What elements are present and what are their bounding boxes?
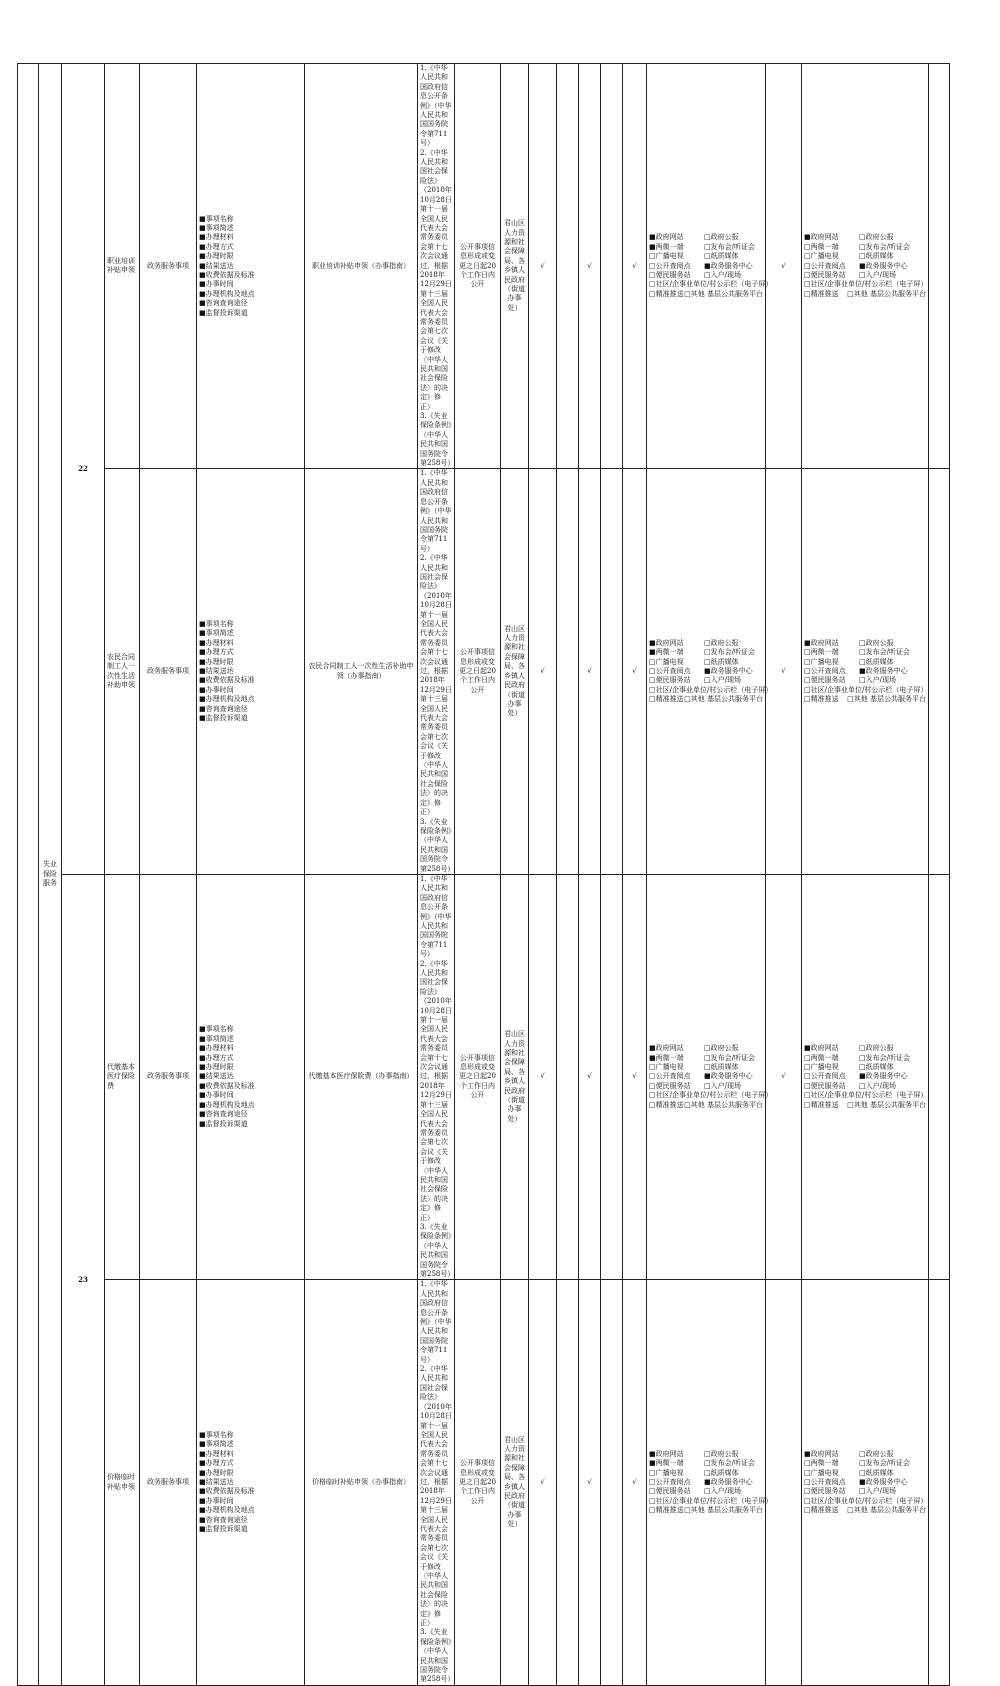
channels-cell-township: [802, 874, 929, 1279]
channel-line: ■两微一端 □发布会/听证会: [649, 242, 755, 251]
channel-line: □精准推送 □其他 基层公共服务平台: [804, 289, 926, 298]
time-limit: 公开事项信息形成或变更之日起20个工作日内公开: [455, 1280, 501, 1685]
element-item: ■事项简述: [199, 1034, 234, 1043]
element-item: ■监督投诉渠道: [199, 1119, 248, 1128]
subject-cell: 君山区人力资源和社会保障局、各乡镇人民政府（街道办事处）: [501, 1280, 529, 1685]
item-name: 代缴基本医疗保险费: [105, 874, 140, 1279]
channel-line: □便民服务站 □入户/现场: [804, 676, 896, 685]
element-item: ■办理机构及地点: [199, 1100, 255, 1109]
element-item: ■办理方式: [199, 1459, 234, 1468]
channel-line: □精准推送 □其他 基层公共服务平台: [649, 1100, 763, 1109]
remark-cell: [929, 64, 950, 469]
element-list: [197, 64, 305, 469]
guide-cell: 农民合同制工人一次性生活补助申领（办事指南）: [305, 469, 418, 874]
channel-line: □公开查阅点 ■政务服务中心: [649, 1072, 753, 1081]
element-list: [197, 874, 305, 1279]
channel-line: ■政府网站 □政府公报: [649, 1044, 739, 1053]
channel-line: □社区/企事业单位/村公示栏（电子屏）: [649, 685, 773, 694]
channel-line: □公开查阅点 ■政务服务中心: [804, 1477, 908, 1486]
element-item: ■事项名称: [199, 214, 234, 223]
channel-line: □社区/企事业单位/村公示栏（电子屏）: [804, 1091, 928, 1100]
channel-line: □便民服务站 □入户/现场: [649, 270, 741, 279]
check-specific: [557, 469, 579, 874]
item-name: 职业培训补贴申领: [105, 64, 140, 469]
channel-line: □社区/企事业单位/村公示栏（电子屏）: [649, 1091, 773, 1100]
guide-cell: 代缴基本医疗保险费（办事指南）: [305, 874, 418, 1279]
time-limit: 公开事项信息形成或变更之日起20个工作日内公开: [455, 469, 501, 874]
element-item: ■办理材料: [199, 1449, 234, 1458]
check-all-society: √: [529, 874, 557, 1279]
channel-line: □精准推送 □其他 基层公共服务平台: [804, 1100, 926, 1109]
element-item: ■事项简述: [199, 223, 234, 232]
element-item: ■事项名称: [199, 1025, 234, 1034]
channel-line: □便民服务站 □入户/现场: [804, 270, 896, 279]
element-item: ■咨询查询途径: [199, 1515, 248, 1524]
check-all-society: √: [529, 1280, 557, 1685]
element-item: ■办理方式: [199, 1053, 234, 1062]
check-request: [601, 874, 623, 1279]
element-item: ■办理机构及地点: [199, 289, 255, 298]
element-item: ■事项名称: [199, 619, 234, 628]
channel-line: □社区/企事业单位/村公示栏（电子屏）: [804, 685, 928, 694]
channel-line: ■两微一端 □发布会/听证会: [649, 648, 755, 657]
channels-cell: [647, 874, 773, 1279]
channel-line: ■政府网站 □政府公报: [649, 233, 739, 242]
channels-cell: [647, 469, 773, 874]
channel-line: □两微一端 □发布会/听证会: [804, 1053, 910, 1062]
channel-line: □精准推送 □其他 基层公共服务平台: [649, 289, 763, 298]
check-active: √: [579, 874, 601, 1279]
channel-line: □广播电视 □纸质媒体: [804, 1468, 894, 1477]
channel-line: □公开查阅点 ■政务服务中心: [649, 1477, 753, 1486]
channel-line: □广播电视 □纸质媒体: [649, 1468, 739, 1477]
element-item: ■收费依据及标准: [199, 270, 255, 279]
element-item: ■办理时限: [199, 1468, 234, 1477]
channel-line: □广播电视 □纸质媒体: [804, 252, 894, 261]
element-item: ■收费依据及标准: [199, 676, 255, 685]
time-limit: 公开事项信息形成或变更之日起20个工作日内公开: [455, 64, 501, 469]
channel-line: □社区/企事业单位/村公示栏（电子屏）: [649, 280, 773, 289]
channels-cell: [647, 1280, 773, 1685]
check-township: [766, 1280, 802, 1685]
check-county: √: [623, 1280, 647, 1685]
element-item: ■监督投诉渠道: [199, 1524, 248, 1533]
element-item: ■办事时间: [199, 1091, 234, 1100]
channel-line: □便民服务站 □入户/现场: [649, 676, 741, 685]
channel-line: □广播电视 □纸质媒体: [649, 1063, 739, 1072]
guide-cell: 职业培训补贴申领（办事指南）: [305, 64, 418, 469]
disclosure-table: [17, 63, 950, 1686]
element-list: [197, 469, 305, 874]
check-township: √: [766, 64, 802, 469]
element-item: ■办事时间: [199, 1496, 234, 1505]
element-item: ■收费依据及标准: [199, 1081, 255, 1090]
element-item: ■结果送达: [199, 667, 234, 675]
channels-cell-township: [802, 1280, 929, 1685]
table-row: [18, 64, 950, 469]
element-item: ■咨询查询途径: [199, 299, 248, 308]
channel-line: □公开查阅点 ■政务服务中心: [804, 261, 908, 270]
element-item: ■结果送达: [199, 261, 234, 270]
element-item: ■事项简述: [199, 1440, 234, 1449]
table-row: [18, 469, 950, 874]
element-item: ■办理时限: [199, 657, 234, 666]
channel-line: ■政府网站 □政府公报: [649, 638, 739, 647]
channel-line: □精准推送 □其他 基层公共服务平台: [804, 1506, 926, 1515]
channel-line: □便民服务站 □入户/现场: [804, 1081, 896, 1090]
channel-line: □两微一端 □发布会/听证会: [804, 648, 910, 657]
check-active: √: [579, 1280, 601, 1685]
check-active: √: [579, 64, 601, 469]
element-item: ■监督投诉渠道: [199, 714, 248, 723]
check-county: √: [623, 64, 647, 469]
guide-cell: 价格临时补贴申领（办事指南）: [305, 1280, 418, 1685]
check-township: √: [766, 469, 802, 874]
channels-cell-township: [802, 469, 929, 874]
channel-line: □广播电视 □纸质媒体: [649, 657, 739, 666]
channel-line: □社区/企事业单位/村公示栏（电子屏）: [649, 1496, 773, 1505]
channel-line: □公开查阅点 ■政务服务中心: [649, 667, 753, 675]
channel-line: ■两微一端 □发布会/听证会: [649, 1459, 755, 1468]
element-item: ■结果送达: [199, 1072, 234, 1081]
subject-cell: 君山区人力资源和社会保障局、各乡镇人民政府（街道办事处）: [501, 64, 529, 469]
check-request: [601, 469, 623, 874]
table-row: [18, 1280, 950, 1685]
channel-line: ■政府网站 □政府公报: [649, 1449, 739, 1458]
check-township: √: [766, 874, 802, 1279]
remark-cell: [929, 874, 950, 1279]
channel-line: □便民服务站 □入户/现场: [649, 1081, 741, 1090]
content-type: 政务服务事项: [140, 469, 197, 874]
basis-cell: 1.《中华人民共和国政府信息公开条例》（中华人民共和国国务院令第711号） 2.《中华人民共和国社会保险法》（2010年10月28日第十一届全国人民代表大会常务委员会第十七次会议通过，根据2018年12月29日第十三届全国人民代表大会常务委员会第七次会议《关于修改〈中华人民共和国社会保险法〉的决定》修正） 3.《失业保险条例》（中华人民共和国国务院令第258号）: [418, 1280, 455, 1685]
element-item: ■办理方式: [199, 648, 234, 657]
channel-line: ■政府网站 □政府公报: [804, 638, 894, 647]
element-item: ■办理机构及地点: [199, 1506, 255, 1515]
element-item: ■办事时间: [199, 685, 234, 694]
element-item: ■办理时限: [199, 1063, 234, 1072]
check-specific: [557, 64, 579, 469]
channel-line: □广播电视 □纸质媒体: [649, 252, 739, 261]
channel-line: □便民服务站 □入户/现场: [649, 1487, 741, 1496]
channel-line: ■两微一端 □发布会/听证会: [649, 1053, 755, 1062]
item-name: 价格临时补贴申领: [105, 1280, 140, 1685]
check-all-society: √: [529, 469, 557, 874]
check-request: [601, 1280, 623, 1685]
content-type: 政务服务事项: [140, 1280, 197, 1685]
element-item: ■办理材料: [199, 233, 234, 242]
element-item: ■收费依据及标准: [199, 1487, 255, 1496]
check-specific: [557, 874, 579, 1279]
channels-cell: [647, 64, 773, 469]
remark-cell: [929, 1280, 950, 1685]
subject-cell: 君山区人力资源和社会保障局、各乡镇人民政府（街道办事处）: [501, 469, 529, 874]
row-number: 23: [62, 874, 105, 1685]
channel-line: ■政府网站 □政府公报: [804, 1449, 894, 1458]
channel-line: □广播电视 □纸质媒体: [804, 1063, 894, 1072]
check-request: [601, 64, 623, 469]
element-item: ■办理材料: [199, 638, 234, 647]
row-number: 22: [62, 64, 105, 875]
item-name: 农民合同制工人一次性生活补助申领: [105, 469, 140, 874]
channel-line: □两微一端 □发布会/听证会: [804, 1459, 910, 1468]
element-item: ■办理材料: [199, 1044, 234, 1053]
element-item: ■办理时限: [199, 252, 234, 261]
element-item: ■办理方式: [199, 242, 234, 251]
channel-line: □公开查阅点 ■政务服务中心: [649, 261, 753, 270]
basis-cell: 1.《中华人民共和国政府信息公开条例》（中华人民共和国国务院令第711号） 2.《中华人民共和国社会保险法》（2010年10月28日第十一届全国人民代表大会常务委员会第十七次会议通过，根据2018年12月29日第十三届全国人民代表大会常务委员会第七次会议《关于修改〈中华人民共和国社会保险法〉的决定》修正） 3.《失业保险条例》（中华人民共和国国务院令第258号）: [418, 469, 455, 874]
check-county: √: [623, 469, 647, 874]
channel-line: □公开查阅点 ■政务服务中心: [804, 1072, 908, 1081]
element-item: ■咨询查询途径: [199, 704, 248, 713]
element-item: ■办理机构及地点: [199, 695, 255, 704]
basis-cell: 1.《中华人民共和国政府信息公开条例》（中华人民共和国国务院令第711号） 2.《中华人民共和国社会保险法》（2010年10月28日第十一届全国人民代表大会常务委员会第十七次会议通过，根据2018年12月29日第十三届全国人民代表大会常务委员会第七次会议《关于修改〈中华人民共和国社会保险法〉的决定》修正） 3.《失业保险条例》（中华人民共和国国务院令第258号）: [418, 874, 455, 1279]
channel-line: □两微一端 □发布会/听证会: [804, 242, 910, 251]
channel-line: □精准推送 □其他 基层公共服务平台: [649, 695, 763, 704]
check-county: √: [623, 874, 647, 1279]
channel-line: □广播电视 □纸质媒体: [804, 657, 894, 666]
channel-line: □社区/企事业单位/村公示栏（电子屏）: [804, 1496, 928, 1505]
element-item: ■办事时间: [199, 280, 234, 289]
channel-line: □精准推送 □其他 基层公共服务平台: [649, 1506, 763, 1515]
check-all-society: √: [529, 64, 557, 469]
element-item: ■监督投诉渠道: [199, 308, 248, 317]
content-type: 政务服务事项: [140, 874, 197, 1279]
element-item: ■结果送达: [199, 1477, 234, 1486]
basis-cell: 1.《中华人民共和国政府信息公开条例》（中华人民共和国国务院令第711号） 2.《中华人民共和国社会保险法》（2010年10月28日第十一届全国人民代表大会常务委员会第十七次会议通过，根据2018年12月29日第十三届全国人民代表大会常务委员会第七次会议《关于修改〈中华人民共和国社会保险法〉的决定》修正） 3.《失业保险条例》（中华人民共和国国务院令第258号）: [418, 64, 455, 469]
channel-line: □便民服务站 □入户/现场: [804, 1487, 896, 1496]
category-cell: 失业保险服务: [39, 64, 62, 1686]
table-row: [18, 874, 950, 1279]
element-list: [197, 1280, 305, 1685]
subject-cell: 君山区人力资源和社会保障局、各乡镇人民政府（街道办事处）: [501, 874, 529, 1279]
element-item: ■咨询查询途径: [199, 1110, 248, 1119]
time-limit: 公开事项信息形成或变更之日起20个工作日内公开: [455, 874, 501, 1279]
channel-line: ■政府网站 □政府公报: [804, 1044, 894, 1053]
channel-line: □精准推送 □其他 基层公共服务平台: [804, 695, 926, 704]
element-item: ■事项简述: [199, 629, 234, 638]
remark-cell: [929, 469, 950, 874]
element-item: ■事项名称: [199, 1430, 234, 1439]
channel-line: ■政府网站 □政府公报: [804, 233, 894, 242]
check-active: √: [579, 469, 601, 874]
channel-line: □社区/企事业单位/村公示栏（电子屏）: [804, 280, 928, 289]
blank-cell: [18, 64, 39, 1686]
channel-line: □公开查阅点 ■政务服务中心: [804, 667, 908, 675]
channels-cell-township: [802, 64, 929, 469]
check-specific: [557, 1280, 579, 1685]
content-type: 政务服务事项: [140, 64, 197, 469]
